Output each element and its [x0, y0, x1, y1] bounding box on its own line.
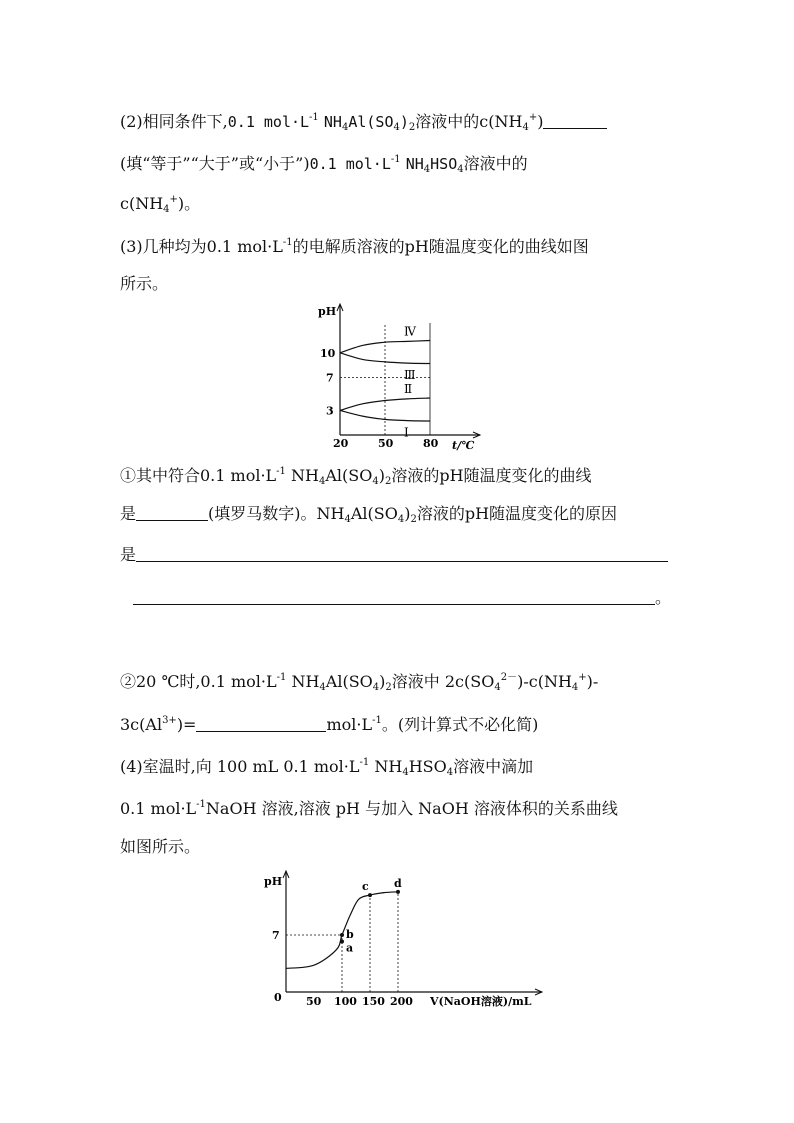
q3-sub1-line2-sub4: 4 [344, 514, 351, 525]
q2-line2 [120, 150, 528, 180]
q2-sol1-sub4b: 4 [393, 122, 400, 133]
q2-sol2-sub4: 4 [457, 164, 464, 175]
q2-ion-sup: + [528, 112, 538, 123]
q3-sub2-line2b: )= [176, 715, 197, 734]
q4-line1-sub4: 4 [402, 767, 409, 778]
q3-sub2-line2a: 3c(Al [120, 715, 163, 734]
q3-intro1-rest: 的电解质溶液的pH随温度变化的曲线如图 [292, 237, 589, 256]
q3-sub2-so-sup: 2－ [500, 672, 518, 683]
q3-sub1-a: ①其中符合0.1 mol·L [120, 466, 277, 485]
point-label-c: c [362, 880, 369, 894]
x-axis-label: V(NaOH溶液)/mL [430, 995, 532, 1008]
q2-sol1: NH [323, 113, 342, 131]
q3-sub1-line2d: ) [404, 504, 411, 523]
series-label-2: Ⅱ [404, 381, 413, 396]
x-axis-label: t/℃ [452, 439, 475, 452]
point-a [340, 940, 344, 944]
q3-sub2-line2-sup2: -1 [372, 715, 382, 726]
q2-mid: 溶液中的c(NH [415, 112, 523, 131]
q3-sub1-b: NH [285, 466, 319, 485]
q4-line1b: NH [369, 757, 403, 776]
q4-line1c: HSO [408, 757, 447, 776]
q3-sub2-line2 [120, 711, 538, 735]
q3-intro1-sup: -1 [282, 237, 293, 248]
y-tick-label: 3 [326, 404, 334, 418]
point-c [368, 893, 372, 897]
q3-sub2-c: Al(SO [325, 672, 373, 691]
q4-line1-sup: -1 [359, 757, 370, 768]
q4-line1d: 溶液中滴加 [453, 757, 534, 776]
chart2-group [264, 871, 542, 1008]
q2-tail: 溶液中的 [463, 154, 528, 173]
q2-sol2: NH [405, 155, 424, 173]
chart1-group [318, 304, 480, 452]
x-tick-label: 200 [390, 995, 413, 1008]
q2-answer-blank[interactable] [543, 114, 607, 129]
q3-intro1: (3)几种均为0.1 mol·L [120, 237, 283, 256]
q3-sub1-sub2: 2 [384, 476, 392, 487]
series-curve-2 [340, 398, 430, 410]
q3-sub2-sub4b: 4 [372, 682, 380, 693]
q3-reason-blank-2[interactable] [133, 590, 655, 605]
q3-sub2-sup: -1 [276, 672, 287, 683]
q3-sub2-line2d: 。(列计算式不必化简) [381, 715, 539, 734]
q3-sub2-b: NH [286, 672, 320, 691]
q2-line3 [120, 190, 200, 220]
q4-line1-sub4b: 4 [446, 767, 454, 778]
q4-line3: 如图所示。 [120, 837, 201, 856]
q2-sol2-rest: HSO [430, 155, 458, 173]
series-label-3: Ⅲ [404, 368, 416, 383]
q3-reason-blank-1[interactable] [136, 547, 668, 562]
q3-sub1-answer-blank[interactable] [136, 506, 208, 521]
q3-sub1-sub4: 4 [318, 476, 326, 487]
y-tick-label: 7 [272, 929, 280, 942]
series-label-1: Ⅰ [404, 425, 409, 440]
q3-sub2-nh-sub: 4 [571, 682, 579, 693]
q2-line3-sup: + [169, 194, 178, 205]
q3-sub1-line2a: 是 [120, 504, 137, 523]
q4-line1a: (4)室温时,向 100 mL 0.1 mol·L [120, 757, 360, 776]
point-label-a: a [346, 941, 354, 955]
q4-line2b: NaOH 溶液,溶液 pH 与加入 NaOH 溶液体积的关系曲线 [205, 799, 618, 818]
q3-sub1-line2-sub4b: 4 [397, 514, 405, 525]
q2-close: ) [537, 112, 544, 131]
q3-sub2-sub4: 4 [319, 682, 326, 693]
q4-line1 [120, 753, 533, 783]
q3-sub1-sup: -1 [276, 466, 286, 477]
q3-sub1-c: Al(SO [325, 466, 373, 485]
q2-label: (2)相同条件下, [120, 112, 228, 131]
q2-inv: -1 [309, 112, 319, 123]
q2-sol1-rest: Al(SO [348, 113, 394, 131]
q3-sub2-sub2: 2 [385, 682, 392, 693]
q3-sub1-line2-sub2: 2 [410, 514, 417, 525]
y-axis-label: pH [264, 875, 283, 888]
q3-sub2-g: )- [586, 672, 599, 691]
x-tick-label: 80 [423, 437, 439, 450]
q4-line3 [120, 837, 200, 857]
x-tick-label: 50 [306, 995, 322, 1008]
q3-sub1-line2c: Al(SO [350, 504, 398, 523]
q2-line3-sub: 4 [163, 204, 170, 215]
x-tick-label: 100 [334, 995, 357, 1008]
q2-conc: 0.1 mol·L [227, 113, 310, 131]
q2-inv2: -1 [390, 154, 401, 165]
y-tick-label: 10 [320, 346, 336, 360]
q3-sub1-line2 [120, 504, 617, 530]
q3-sub2-answer-blank[interactable] [196, 717, 326, 732]
q2-sol1-close: ) [399, 113, 409, 131]
q3-sub1-line4 [133, 588, 671, 608]
q2-sol2-sub: 4 [423, 164, 431, 175]
q2-sol1-sub2: 2 [408, 122, 416, 133]
q2-ion-sub: 4 [522, 122, 529, 133]
chart-ph-naoh-volume [250, 865, 550, 1015]
q3-sub1-line1 [120, 462, 592, 492]
x-tick-label: 150 [362, 995, 385, 1008]
y-axis-label: pH [318, 305, 337, 318]
q3-sub1-line2e: 溶液的pH随温度变化的原因 [416, 504, 618, 523]
q3-sub2-line2c: mol·L [326, 715, 373, 734]
q2-line1 [120, 108, 607, 138]
q3-sub2-nh-sup: + [578, 672, 587, 683]
q3-sub2-e: 溶液中 2c(SO [391, 672, 495, 691]
q4-line2 [120, 795, 618, 819]
x-tick-label: 50 [378, 437, 394, 450]
q3-intro-line2 [120, 274, 168, 294]
q2-line3-a: c(NH [120, 194, 164, 213]
q2-conc2: 0.1 mol·L [309, 155, 391, 173]
q2-line3-end: )。 [177, 194, 201, 213]
q3-sub1-sub4b: 4 [372, 476, 379, 487]
point-b [340, 933, 344, 937]
q4-line2-sup: -1 [196, 799, 206, 810]
q3-intro2: 所示。 [120, 274, 169, 293]
q3-sub1-line2b: (填罗马数字)。NH [208, 504, 345, 523]
y-tick-label: 7 [326, 371, 334, 385]
q3-sub2-line1 [120, 668, 598, 698]
point-label-d: d [394, 876, 402, 890]
q3-sub1-e: 溶液的pH随温度变化的曲线 [391, 466, 592, 485]
q3-sub1-line3: 是 [120, 545, 137, 564]
q3-sub2-line2-sup: 3+ [162, 715, 177, 726]
q3-intro-line1 [120, 233, 589, 257]
titration-curve [286, 892, 398, 969]
x-tick-label: 20 [333, 437, 349, 450]
q2-fill-text: (填“等于”“大于”或“小于”) [120, 154, 310, 173]
q4-line2a: 0.1 mol·L [120, 799, 197, 818]
q3-sub1-line4-end: 。 [655, 588, 672, 607]
origin-label: 0 [274, 991, 282, 1004]
q3-sub2-d: ) [379, 672, 386, 691]
point-label-b: b [346, 928, 354, 941]
chart-ph-temperature [300, 295, 490, 455]
series-label-4: Ⅳ [404, 324, 416, 339]
q3-sub2-a: ②20 ℃时,0.1 mol·L [120, 672, 277, 691]
q3-sub2-so-sub: 4 [494, 682, 501, 693]
q2-sol1-sub: 4 [341, 122, 349, 133]
series-curve-1 [340, 410, 430, 421]
q3-sub1-d: ) [378, 466, 385, 485]
q3-sub2-f: )-c(NH [517, 672, 572, 691]
point-d [396, 890, 400, 894]
q3-sub1-line3 [120, 545, 668, 565]
